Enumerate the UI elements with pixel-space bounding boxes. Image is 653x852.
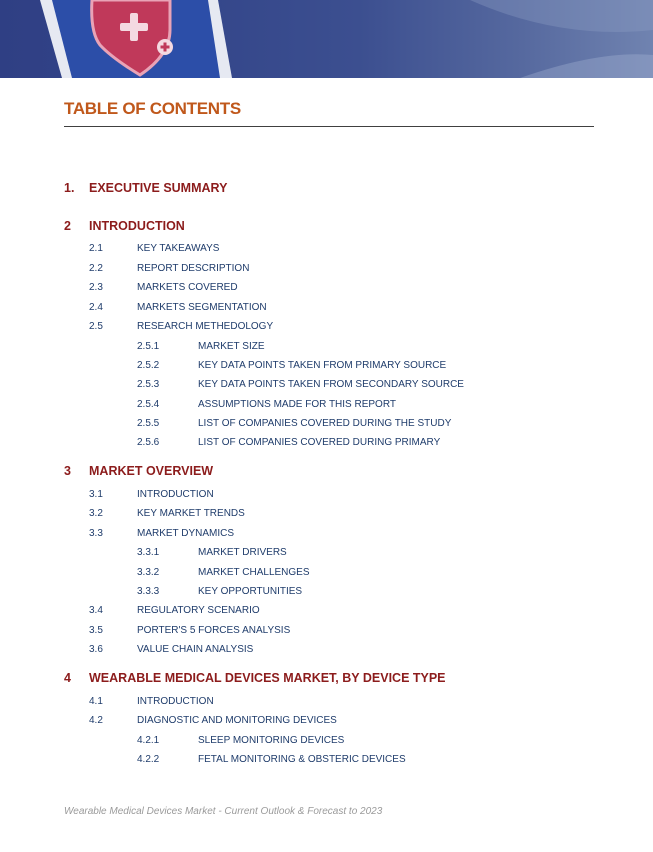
toc-entry-number: 1. bbox=[64, 181, 75, 195]
toc-entry-label: MARKET DYNAMICS bbox=[137, 528, 235, 539]
toc-entry-label: KEY DATA POINTS TAKEN FROM PRIMARY SOURCE bbox=[198, 360, 447, 371]
toc-entry-number: 2.2 bbox=[89, 263, 103, 274]
toc-entry-label: INTRODUCTION bbox=[89, 219, 185, 233]
toc-entry-label: MARKET DRIVERS bbox=[198, 547, 287, 558]
toc-entry-label: KEY TAKEAWAYS bbox=[137, 243, 220, 254]
toc-entry-label: VALUE CHAIN ANALYSIS bbox=[137, 644, 254, 655]
header-banner-image bbox=[0, 0, 653, 78]
toc-entry-label: LIST OF COMPANIES COVERED DURING PRIMARY bbox=[198, 437, 441, 448]
toc-entry-label: REGULATORY SCENARIO bbox=[137, 605, 260, 616]
toc-entry-number: 4.2 bbox=[89, 715, 103, 726]
toc-entry-label: KEY MARKET TRENDS bbox=[137, 508, 245, 519]
toc-entry-number: 2 bbox=[64, 219, 71, 233]
toc-entry-label: SLEEP MONITORING DEVICES bbox=[198, 735, 345, 746]
toc-entry-label: INTRODUCTION bbox=[137, 696, 214, 707]
toc-entry-number: 2.5.1 bbox=[137, 341, 160, 352]
toc-entry-number: 4 bbox=[64, 671, 71, 685]
toc-entry-number: 2.5.5 bbox=[137, 418, 160, 429]
toc-entry-label: KEY DATA POINTS TAKEN FROM SECONDARY SOURCE bbox=[198, 379, 464, 390]
toc-entry-number: 3.1 bbox=[89, 489, 103, 500]
toc-entry-label: MARKETS SEGMENTATION bbox=[137, 302, 267, 313]
toc-entry-number: 3.5 bbox=[89, 625, 103, 636]
toc-entry-number: 3.3 bbox=[89, 528, 103, 539]
toc-entry-number: 2.5.3 bbox=[137, 379, 160, 390]
toc-entry-number: 3.6 bbox=[89, 644, 103, 655]
title-divider bbox=[64, 126, 594, 127]
toc-entry-label: MARKET CHALLENGES bbox=[198, 567, 310, 578]
toc-entry-label: EXECUTIVE SUMMARY bbox=[89, 181, 228, 195]
toc-entry-label: MARKET OVERVIEW bbox=[89, 464, 214, 478]
toc-entry-number: 2.5.2 bbox=[137, 360, 160, 371]
toc-entry-number: 2.5 bbox=[89, 321, 103, 332]
toc-entry-label: INTRODUCTION bbox=[137, 489, 214, 500]
toc-entry-number: 3.4 bbox=[89, 605, 103, 616]
toc-entry-number: 4.2.1 bbox=[137, 735, 160, 746]
toc-entry-number: 2.4 bbox=[89, 302, 103, 313]
toc-entry-label: MARKET SIZE bbox=[198, 341, 265, 352]
toc-entry-label: LIST OF COMPANIES COVERED DURING THE STUDY bbox=[198, 418, 452, 429]
toc-entry-label: KEY OPPORTUNITIES bbox=[198, 586, 303, 597]
toc-entry-number: 3.2 bbox=[89, 508, 103, 519]
toc-entry-label: PORTER'S 5 FORCES ANALYSIS bbox=[137, 625, 291, 636]
page-footer: Wearable Medical Devices Market - Current Outlook & Forecast to 2023 bbox=[64, 806, 383, 817]
toc-entry-number: 4.1 bbox=[89, 696, 103, 707]
toc-entry-number: 2.1 bbox=[89, 243, 103, 254]
toc-entry-label: DIAGNOSTIC AND MONITORING DEVICES bbox=[137, 715, 337, 726]
toc-entry-number: 3.3.3 bbox=[137, 586, 160, 597]
medical-device-illustration bbox=[0, 0, 653, 78]
toc-entry-label: ASSUMPTIONS MADE FOR THIS REPORT bbox=[198, 399, 396, 410]
toc-entry-label: MARKETS COVERED bbox=[137, 282, 238, 293]
toc-entry-number: 4.2.2 bbox=[137, 754, 160, 765]
toc-entry-number: 3 bbox=[64, 464, 71, 478]
toc-entry-number: 3.3.1 bbox=[137, 547, 160, 558]
toc-entry-label: REPORT DESCRIPTION bbox=[137, 263, 250, 274]
toc-entry-number: 2.3 bbox=[89, 282, 103, 293]
toc-entry-label: RESEARCH METHEDOLOGY bbox=[137, 321, 274, 332]
toc-entry-label: WEARABLE MEDICAL DEVICES MARKET, BY DEVICE TYPE bbox=[89, 671, 446, 685]
toc-entry-number: 2.5.4 bbox=[137, 399, 160, 410]
toc-entry-number: 3.3.2 bbox=[137, 567, 160, 578]
toc-entry-label: FETAL MONITORING & OBSTERIC DEVICES bbox=[198, 754, 406, 765]
page-title: TABLE OF CONTENTS bbox=[64, 99, 241, 118]
toc-entry-number: 2.5.6 bbox=[137, 437, 160, 448]
